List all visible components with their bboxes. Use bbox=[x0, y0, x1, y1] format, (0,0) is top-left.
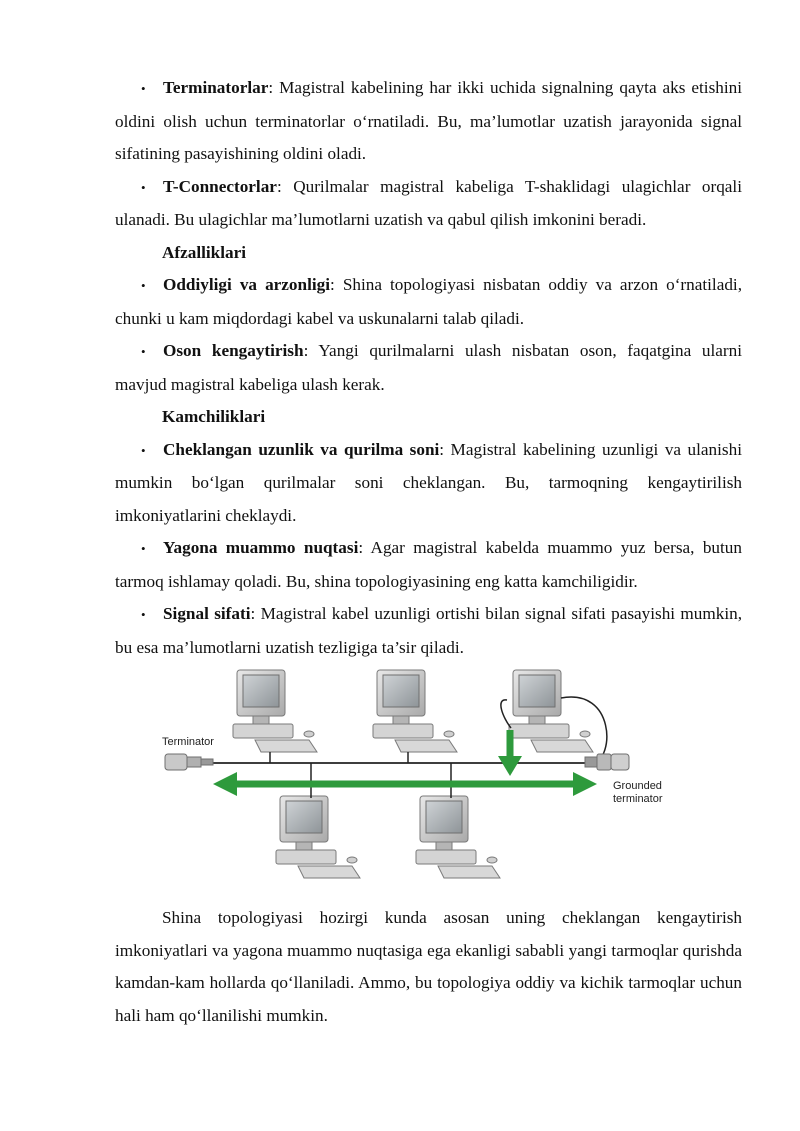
computer-icon bbox=[416, 796, 500, 878]
list-item bbox=[115, 532, 742, 598]
list-item bbox=[115, 269, 742, 335]
terminator-icon bbox=[165, 754, 213, 770]
list-item bbox=[115, 598, 742, 664]
bullet-dot: • bbox=[141, 442, 146, 458]
definition: : Magistral kabelining har ikki uchida signalning qayta aks etishini oldini olish uchun terminatorlar o‘rnatiladi. Bu, ma’lumotlar uzatish jarayonida signal sifatining pasayishining oldini oladi. bbox=[115, 78, 742, 163]
definition: : Agar magistral kabelda muammo yuz bersa, butun tarmoq ishlamay qoladi. Bu, shina topologiyasining eng katta kamchiligidir. bbox=[115, 538, 742, 591]
term: Signal sifati bbox=[163, 604, 251, 623]
term: T-Connectorlar bbox=[163, 176, 277, 196]
definition: : Magistral kabel uzunligi ortishi bilan signal sifati pasayishi mumkin, bu esa ma’lumotlarni uzatish tezligiga ta’sir qiladi. bbox=[115, 604, 743, 657]
bus-topology-diagram bbox=[115, 668, 742, 900]
bullet-dot: • bbox=[141, 179, 146, 195]
bullet-dot: • bbox=[141, 541, 146, 556]
computer-icon bbox=[276, 796, 360, 878]
bullet-dot: • bbox=[141, 607, 146, 622]
terminator-label: Terminator bbox=[162, 736, 214, 748]
term: Oddiyligi va arzonligi bbox=[163, 275, 330, 294]
term: Terminatorlar bbox=[163, 78, 269, 97]
section-heading-advantages: Afzalliklari bbox=[162, 242, 247, 262]
definition: : Qurilmalar magistral kabeliga T-shaklidagi ulagichlar orqali ulanadi. Bu ulagichlar ma’lumotlarni uzatish va qabul qilish imkonini beradi. bbox=[115, 176, 742, 229]
grounded-terminator-icon bbox=[585, 754, 629, 770]
grounded-terminator-label-line2: terminator bbox=[613, 793, 663, 805]
list-item bbox=[115, 434, 742, 533]
definition: : Magistral kabelining uzunligi va ulanishi mumkin bo‘lgan qurilmalar soni cheklangan. Bu, tarmoqning kengaytirilish imkoniyatlarini cheklaydi. bbox=[115, 439, 742, 525]
section-heading-disadvantages: Kamchiliklari bbox=[162, 407, 266, 426]
bullet-dot: • bbox=[141, 81, 146, 96]
document-page bbox=[115, 72, 742, 1032]
computer-icon bbox=[509, 670, 593, 752]
list-item bbox=[115, 335, 742, 401]
term: Cheklangan uzunlik va qurilma soni bbox=[163, 439, 440, 459]
term: Oson kengaytirish bbox=[163, 341, 304, 360]
computer-icon bbox=[233, 670, 317, 752]
definition: : Yangi qurilmalarni ulash nisbatan oson, faqatgina ularni mavjud magistral kabeliga ulash kerak. bbox=[115, 341, 742, 394]
term: Yagona muammo nuqtasi bbox=[163, 538, 359, 557]
bullet-dot: • bbox=[141, 344, 146, 359]
definition: : Shina topologiyasi nisbatan oddiy va arzon o‘rnatiladi, chunki u kam miqdordagi kabel va uskunalarni talab qiladi. bbox=[115, 275, 742, 328]
bullet-dot: • bbox=[141, 278, 146, 293]
closing-paragraph: Shina topologiyasi hozirgi kunda asosan uning cheklangan kengaytirish imkoniyatlari va yagona muammo nuqtasiga ega ekanligi sababli yangi tarmoqlar qurishda kamdan-kam hollarda qo‘llaniladi. Ammo, bu topologiya oddiy va kichik tarmoqlar uchun hali ham qo‘llanilishi mumkin. bbox=[115, 908, 742, 1025]
computer-icon bbox=[373, 670, 457, 752]
list-item bbox=[115, 171, 742, 237]
list-item bbox=[115, 72, 742, 171]
grounded-terminator-label-line1: Grounded bbox=[613, 780, 662, 792]
